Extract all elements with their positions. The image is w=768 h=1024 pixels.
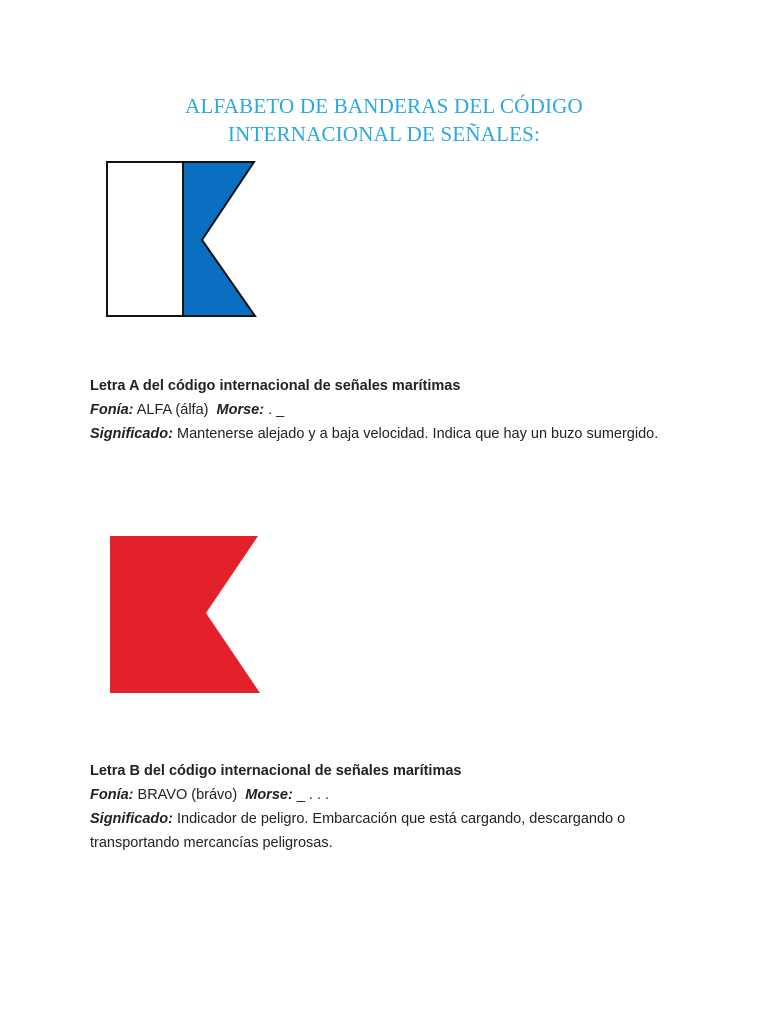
significado-label: Significado:: [90, 426, 173, 442]
morse-label: Morse:: [245, 787, 293, 803]
flag-bravo-image: [108, 536, 262, 694]
page-title-line-2: INTERNACIONAL DE SEÑALES:: [227, 122, 541, 146]
flag-alfa-blue-half: [183, 162, 255, 316]
entry-significado-line: [90, 422, 690, 446]
entry-heading: Letra A del código internacional de señales marítimas: [90, 378, 461, 394]
entry-heading: Letra B del código internacional de señales marítimas: [90, 763, 462, 779]
morse-value: _ . . .: [296, 787, 330, 803]
fonia-value: ALFA (álfa): [136, 402, 209, 418]
flag-bravo-red-field: [110, 536, 260, 693]
flag-alfa-white-half: [107, 162, 183, 316]
fonia-label: Fonía:: [90, 402, 134, 418]
page-title-line-1: ALFABETO DE BANDERAS DEL CÓDIGO: [185, 94, 583, 118]
fonia-value: BRAVO (brávo): [137, 787, 238, 803]
significado-value-line-1: Indicador de peligro. Embarcación que está cargando, descargando o: [177, 811, 626, 827]
flag-alfa-image: [105, 160, 257, 318]
page-title: [0, 92, 768, 148]
entry-letter-a: [90, 374, 690, 446]
entry-letter-b: [90, 759, 690, 855]
morse-label: Morse:: [216, 402, 265, 418]
entry-significado-continuation: transportando mercancías peligrosas.: [90, 835, 333, 851]
significado-value: Mantenerse alejado y a baja velocidad. Indica que hay un buzo sumergido.: [177, 426, 659, 442]
morse-value: . _: [268, 402, 285, 418]
entry-fonia-morse-line: [90, 783, 690, 807]
fonia-label: Fonía:: [90, 787, 134, 803]
entry-significado-line: [90, 807, 690, 831]
significado-label: Significado:: [90, 811, 173, 827]
entry-fonia-morse-line: [90, 398, 690, 422]
